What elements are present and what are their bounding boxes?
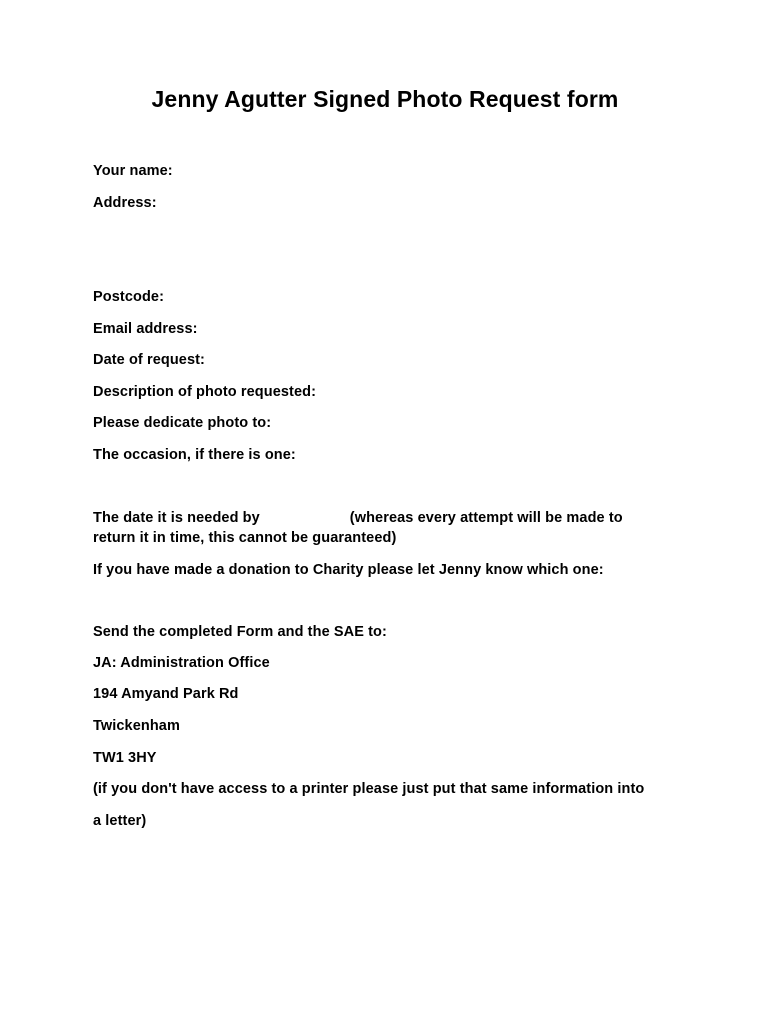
postcode-label: Postcode:: [93, 289, 164, 305]
your-name-label: Your name:: [93, 163, 173, 179]
printer-note: (if you don't have access to a printer please just put that same information into: [93, 781, 645, 797]
page-title: Jenny Agutter Signed Photo Request form: [151, 86, 619, 112]
needed-by-note: (whereas every attempt will be made to: [349, 510, 623, 526]
send-heading: Send the completed Form and the SAE to:: [93, 624, 387, 640]
dedicate-photo-label: Please dedicate photo to:: [93, 415, 272, 431]
photo-description-label: Description of photo requested:: [93, 384, 317, 400]
date-of-request-label: Date of request:: [93, 352, 205, 368]
needed-by-label: The date it is needed by: [93, 510, 260, 526]
address-label: Address:: [93, 195, 157, 211]
charity-donation-label: If you have made a donation to Charity please let Jenny know which one:: [93, 562, 604, 578]
needed-by-note-continued: return it in time, this cannot be guaranteed): [93, 530, 397, 546]
address-line-town: Twickenham: [93, 718, 180, 734]
printer-note-continued: a letter): [93, 813, 147, 829]
address-line-street: 194 Amyand Park Rd: [93, 686, 239, 702]
email-address-label: Email address:: [93, 321, 198, 337]
needed-by-line: [93, 510, 623, 526]
address-line-postcode: TW1 3HY: [93, 750, 157, 766]
occasion-label: The occasion, if there is one:: [93, 447, 296, 463]
address-line-office: JA: Administration Office: [93, 655, 270, 671]
